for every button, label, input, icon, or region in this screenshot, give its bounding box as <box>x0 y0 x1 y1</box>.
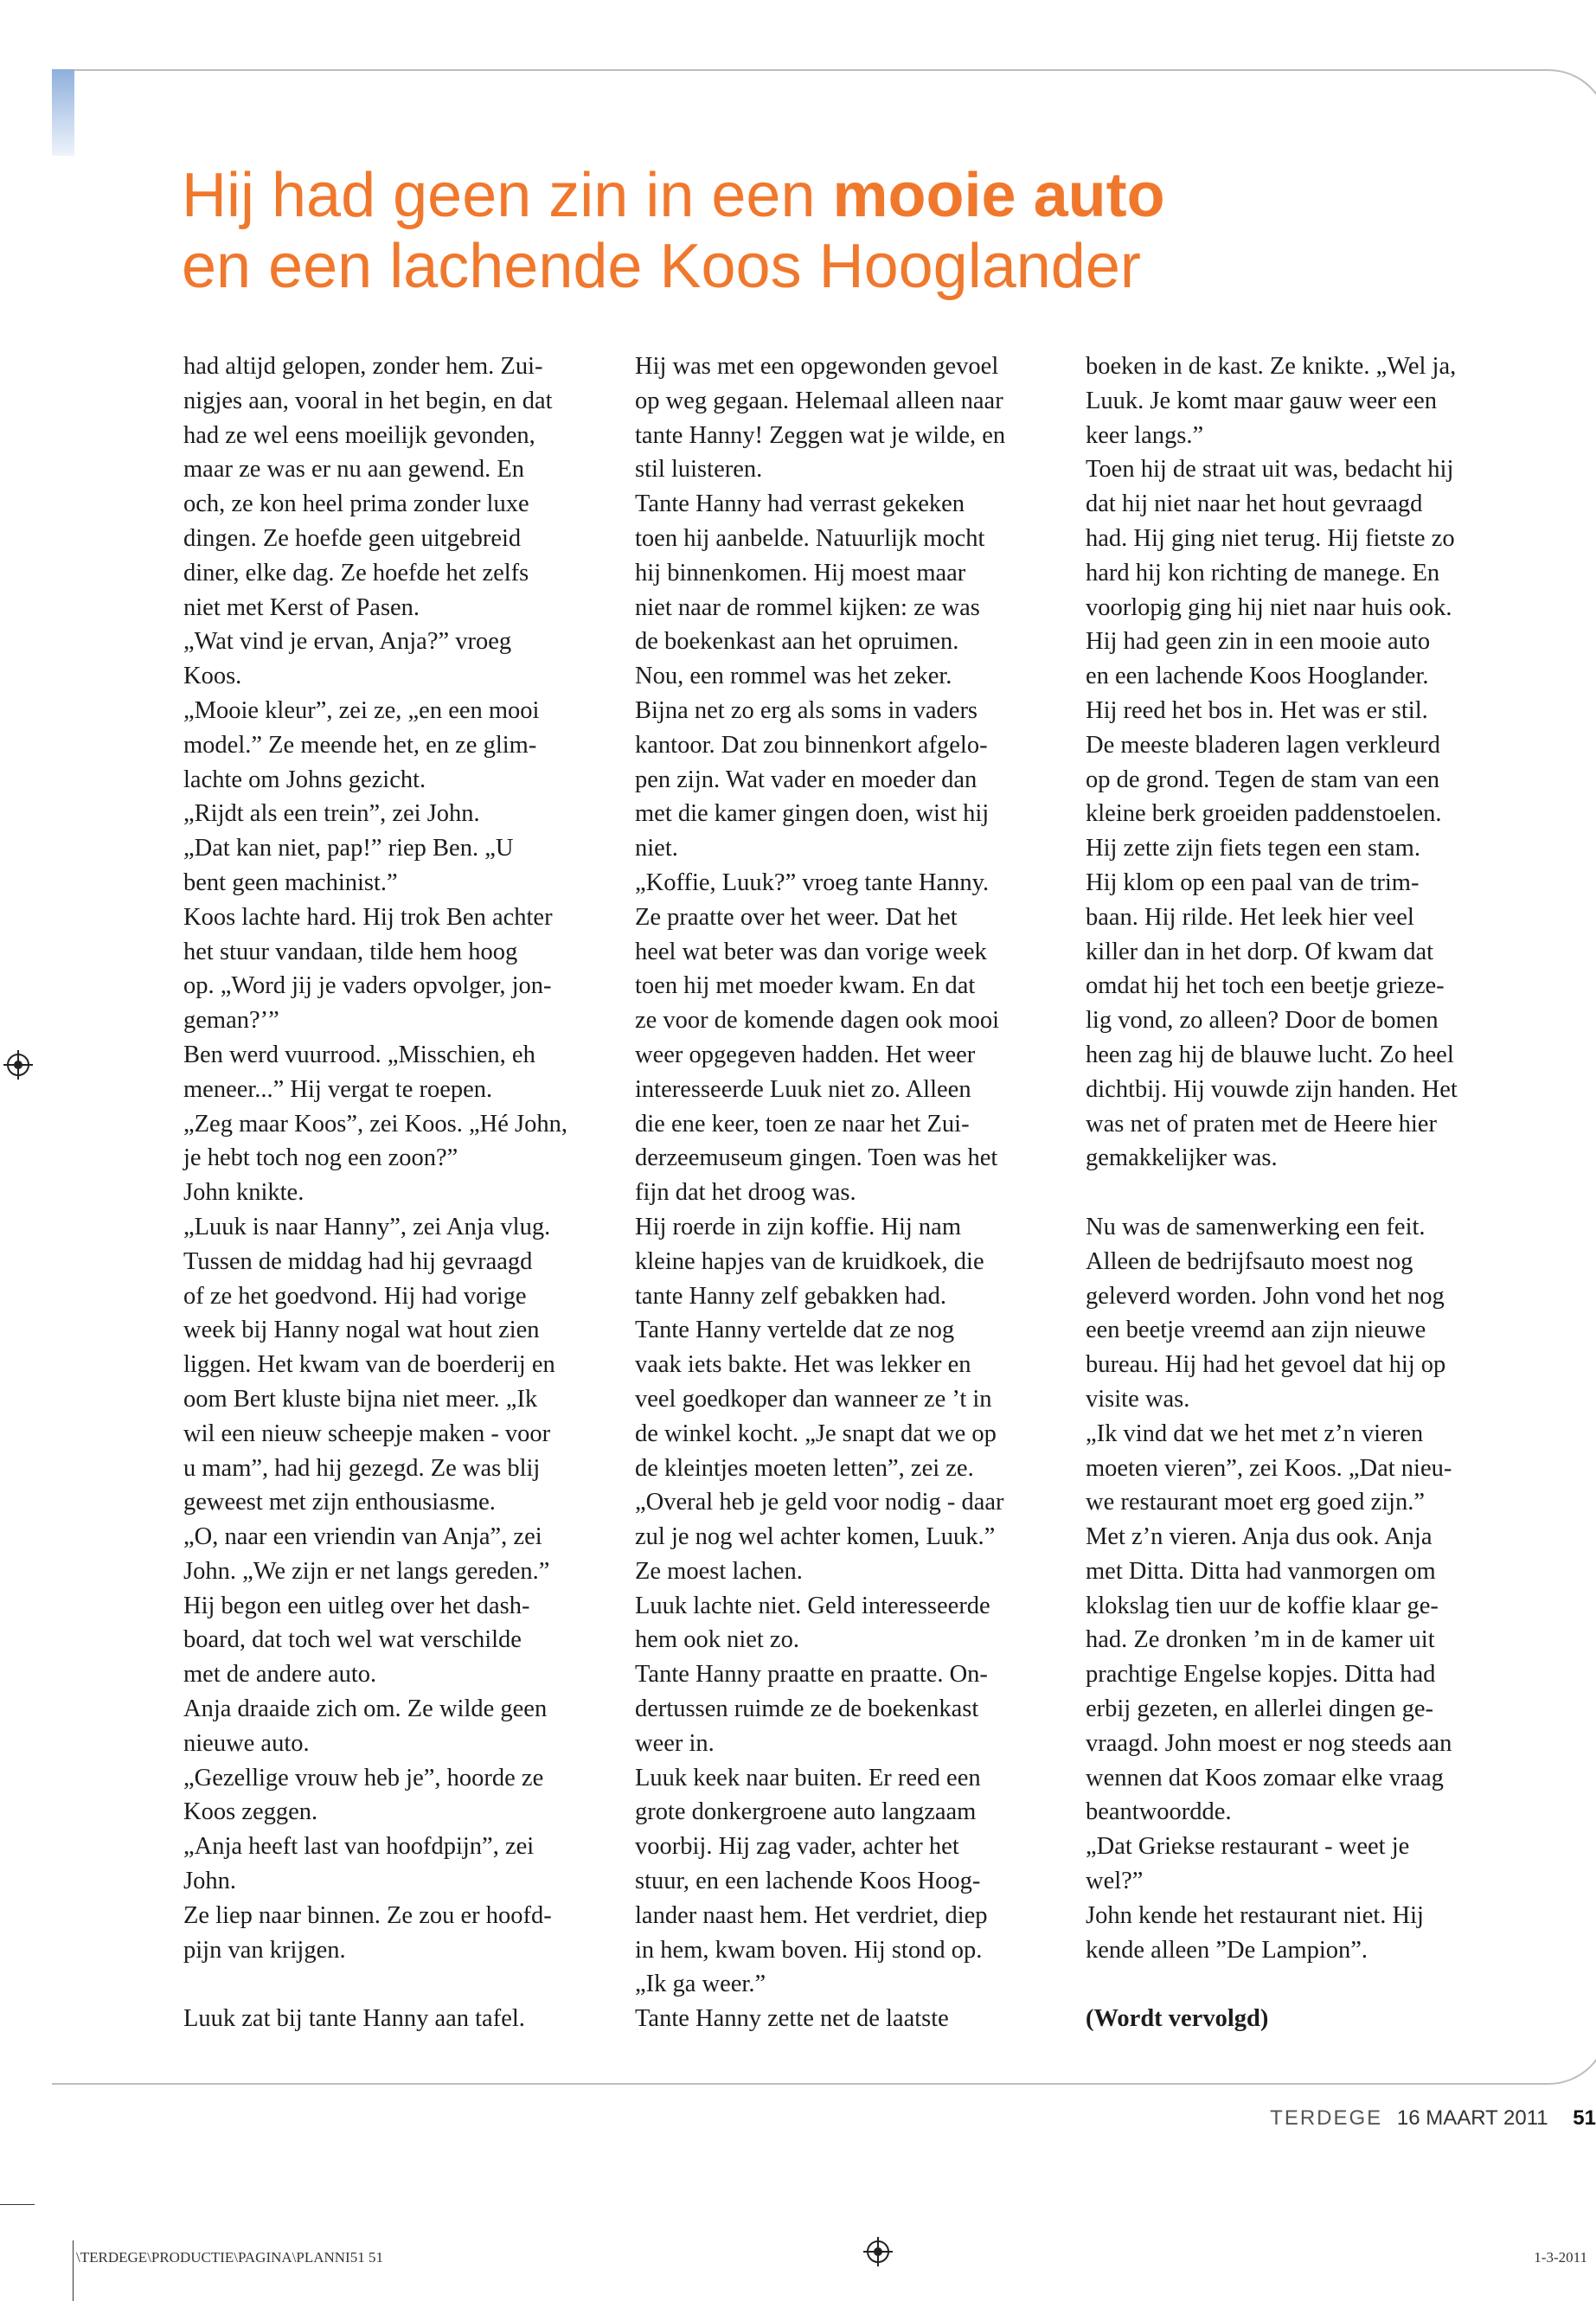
issue-date: 16 MAART 2011 <box>1396 2106 1548 2130</box>
heading-bold: mooie auto <box>832 161 1165 230</box>
print-slug-path: \TERDEGE\PRODUCTIE\PAGINA\PLANNI51 51 <box>76 2249 383 2266</box>
text-column-1: had altijd gelopen, zonder hem. Zui- nigjes aan, vooral in het begin, en dat had ze wel eens moeilijk gevonden, maar ze was er nu aan gewend. En och, ze kon heel prima zonder luxe dingen. Ze hoefde geen uitgebreid diner, elke dag. Ze hoefde het zelfs niet met Kerst of Pasen. „Wat vind je ervan, Anja?” vroeg Koos. „Mooie kleur”, zei ze, „en een mooi model.” Ze meende het, en ze glim- lachte om Johns gezicht. „Rijdt als een trein”, zei John. „Dat kan niet, pap!” riep Ben. „U bent geen machinist.” Koos lachte hard. Hij trok Ben achter het stuur vandaan, tilde hem hoog op. „Word jij je vaders opvolger, jon- geman?’” Ben werd vuurrood. „Misschien, eh meneer...” Hij vergat te roepen. „Zeg maar Koos”, zei Koos. „Hé John, je hebt toch nog een zoon?” John knikte. „Luuk is naar Hanny”, zei Anja vlug. Tussen de middag had hij gevraagd of ze het goedvond. Hij had vorige week bij Hanny nogal wat hout zien liggen. Het kwam van de boerderij en oom Bert kluste bijna niet meer. „Ik wil een nieuw scheepje maken - voor u mam”, had hij gezegd. Ze was blij geweest met zijn enthousiasme. „O, naar een vriendin van Anja”, zei John. „We zijn er net langs gereden.” Hij begon een uitleg over het dash- board, dat toch wel wat verschilde met de andere auto. Anja draaide zich om. Ze wilde geen nieuwe auto. „Gezellige vrouw heb je”, hoorde ze Koos zeggen. „Anja heeft last van hoofdpijn”, zei John. Ze liep naar binnen. Ze zou er hoofd- pijn van krijgen. Luuk zat bij tante Hanny aan tafel. <box>183 353 567 2033</box>
article-heading <box>182 160 1479 302</box>
crop-mark <box>73 2240 74 2301</box>
color-strip <box>52 69 74 156</box>
text-column-3 <box>1086 349 1522 2036</box>
print-slug-date: 1-3-2011 <box>1534 2249 1587 2266</box>
text-column-3-body: boeken in de kast. Ze knikte. „Wel ja, Luuk. Je komt maar gauw weer een keer langs.” Toen hij de straat uit was, bedacht hij dat hij niet naar het hout gevraagd had. Hij ging niet terug. Hij fietste zo hard hij kon richting de manege. En voorlopig ging hij niet naar huis ook. Hij had geen zin in een mooie auto en een lachende Koos Hooglander. Hij reed het bos in. Het was er stil. De meeste bladeren lagen verkleurd op de grond. Tegen de stam van een kleine berk groeiden paddenstoelen. Hij zette zijn fiets tegen een stam. Hij klom op een paal van de trim- baan. Hij rilde. Het leek hier veel killer dan in het dorp. Of kwam dat omdat hij het toch een beetje grieze- lig vond, zo alleen? Door de bomen heen zag hij de blauwe lucht. Zo heel dichtbij. Hij vouwde zijn handen. Het was net of praten met de Heere hier gemakkelijker was. Nu was de samenwerking een feit. Alleen de bedrijfsauto moest nog geleverd worden. John vond het nog een beetje vreemd aan zijn nieuwe bureau. Hij had het gevoel dat hij op visite was. „Ik vind dat we het met z’n vieren moeten vieren”, zei Koos. „Dat nieu- we restaurant moet erg goed zijn.” Met z’n vieren. Anja dus ook. Anja met Ditta. Ditta had vanmorgen om klokslag tien uur de koffie klaar ge- had. Ze dronken ’m in de kamer uit prachtige Engelse kopjes. Ditta had erbij gezeten, en allerlei dingen ge- vraagd. John moest er nog steeds aan wennen dat Koos zomaar elke vraag beantwoordde. „Dat Griekse restaurant - weet je wel?” John kende het restaurant niet. Hij kende alleen ”De Lampion”. <box>1086 353 1458 1964</box>
heading-line2: en een lachende Koos Hooglander <box>182 232 1141 301</box>
crop-mark <box>0 2204 35 2205</box>
page-number: 51 <box>1573 2106 1596 2130</box>
registration-mark-icon <box>867 2240 889 2263</box>
heading-plain: Hij had geen zin in een <box>182 161 833 230</box>
page-footer <box>990 2106 1596 2131</box>
registration-mark-icon <box>7 1054 29 1076</box>
text-column-2: Hij was met een opgewonden gevoel op weg gegaan. Helemaal alleen naar tante Hanny! Zeggen wat je wilde, en stil luisteren. Tante Hanny had verrast gekeken toen hij aanbelde. Natuurlijk mocht hij binnenkomen. Hij moest maar niet naar de rommel kijken: ze was de boekenkast aan het opruimen. Nou, een rommel was het zeker. Bijna net zo erg als soms in vaders kantoor. Dat zou binnenkort afgelo- pen zijn. Wat vader en moeder dan met die kamer gingen doen, wist hij niet. „Koffie, Luuk?” vroeg tante Hanny. Ze praatte over het weer. Dat het heel wat beter was dan vorige week toen hij met moeder kwam. En dat ze voor de komende dagen ook mooi weer opgegeven hadden. Het weer interesseerde Luuk niet zo. Alleen die ene keer, toen ze naar het Zui- derzeemuseum gingen. Toen was het fijn dat het droog was. Hij roerde in zijn koffie. Hij nam kleine hapjes van de kruidkoek, die tante Hanny zelf gebakken had. Tante Hanny vertelde dat ze nog vaak iets bakte. Het was lekker en veel goedkoper dan wanneer ze ’t in de winkel kocht. „Je snapt dat we op de kleintjes moeten letten”, zei ze. „Overal heb je geld voor nodig - daar zul je nog wel achter komen, Luuk.” Ze moest lachen. Luuk lachte niet. Geld interesseerde hem ook niet zo. Tante Hanny praatte en praatte. On- dertussen ruimde ze de boekenkast weer in. Luuk keek naar buiten. Er reed een grote donkergroene auto langzaam voorbij. Hij zag vader, achter het stuur, en een lachende Koos Hoog- lander naast hem. Het verdriet, diep in hem, kwam boven. Hij stond op. „Ik ga weer.” Tante Hanny zette net de laatste <box>635 353 1006 2033</box>
continued-note: (Wordt vervolgd) <box>1086 2005 1269 2033</box>
magazine-name: TERDEGE <box>1270 2106 1383 2130</box>
